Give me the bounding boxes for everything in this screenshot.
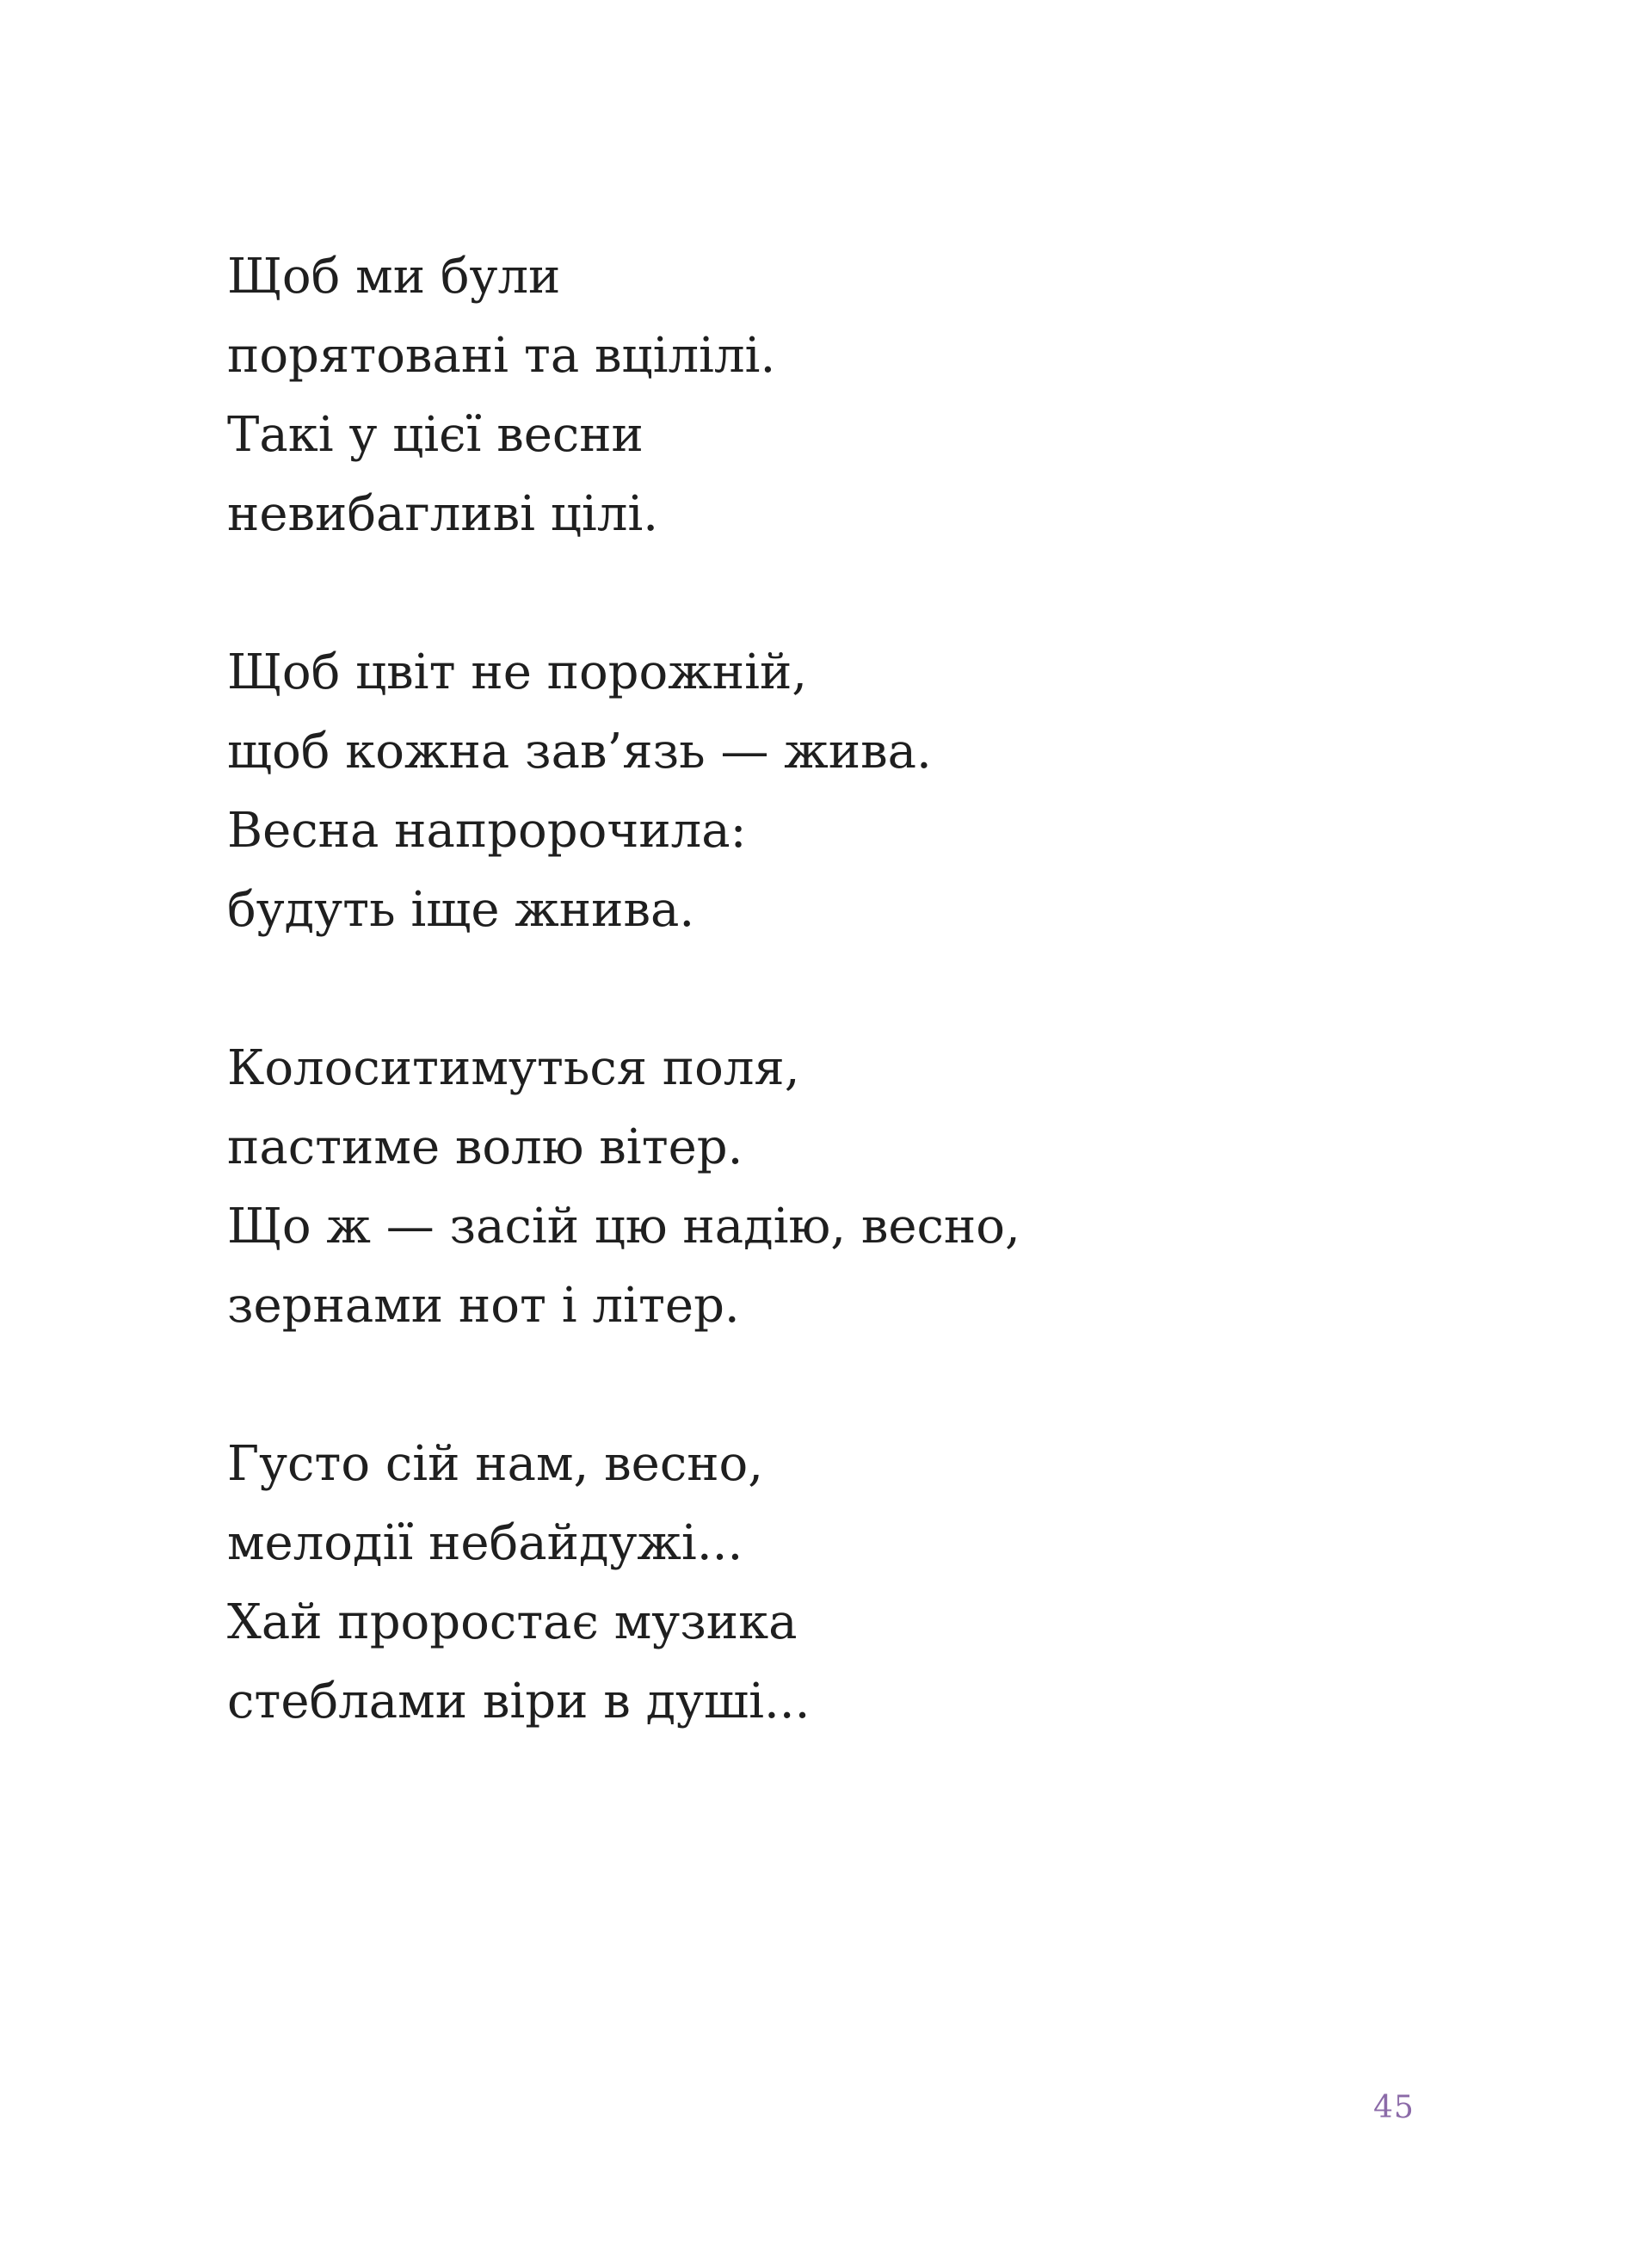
page-number: 45: [1373, 2090, 1415, 2125]
poem: [227, 237, 1389, 1742]
poem-line: Щоб цвіт не порожній,: [227, 644, 808, 700]
poem-line: зернами нот і літер.: [227, 1278, 740, 1334]
stanza-3: [227, 1029, 1389, 1346]
poem-line: порятовані та вцілілі.: [227, 328, 776, 384]
stanza-4: [227, 1425, 1389, 1742]
poem-line: будуть іще жнива.: [227, 882, 695, 938]
stanza-2: [227, 633, 1389, 950]
stanza-1: [227, 237, 1389, 554]
poem-line: Хай проростає музика: [227, 1594, 798, 1650]
poem-line: пастиме волю вітер.: [227, 1119, 743, 1175]
poem-line: щоб кожна зав’язь — жива.: [227, 724, 932, 780]
poem-line: Щоб ми були: [227, 249, 561, 305]
poem-line: невибагливі цілі.: [227, 486, 659, 542]
poem-line: Весна напророчила:: [227, 803, 747, 859]
poem-line: Такі у цієї весни: [227, 407, 644, 463]
poem-line: Колоситимуться поля,: [227, 1040, 800, 1096]
poem-line: Що ж — засій цю надію, весно,: [227, 1199, 1020, 1255]
poem-line: стеблами віри в душі...: [227, 1674, 811, 1729]
poem-line: мелодії небайдужі...: [227, 1515, 743, 1571]
poem-line: Густо сій нам, весно,: [227, 1436, 764, 1492]
